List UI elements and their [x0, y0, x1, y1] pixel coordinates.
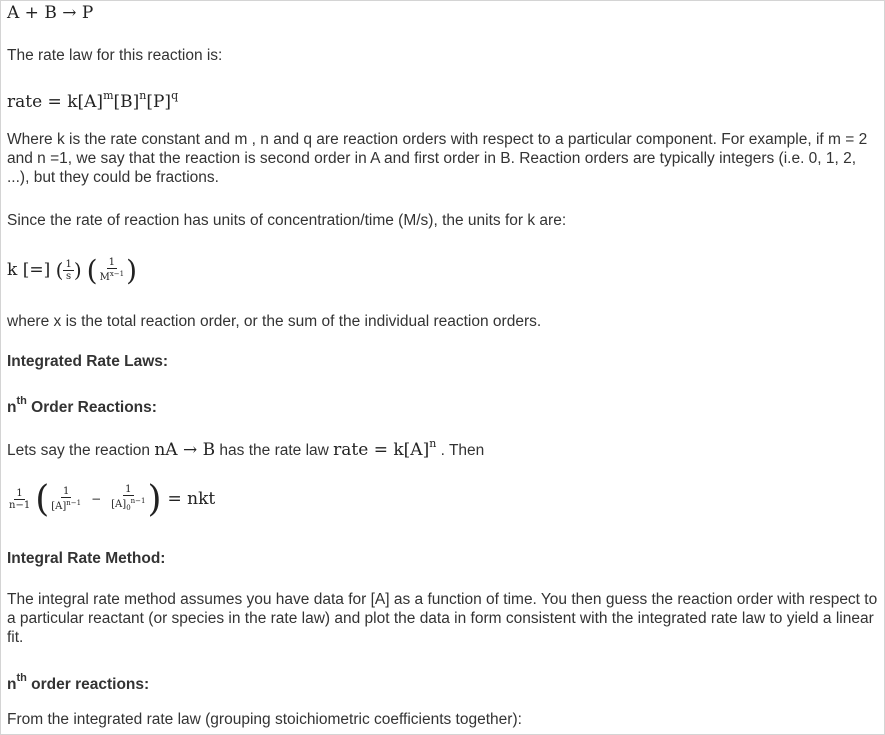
rate-law-lhs: rate = k[A] — [7, 92, 104, 112]
order-n: n — [139, 89, 147, 102]
total-order-note: where x is the total reaction order, or the sum of the individual reaction orders. — [7, 313, 542, 330]
method-paragraph: The integral rate method assumes you have data for [A] as a function of time. You then guess the reaction order with respect to a particular reactant (or species in the rate law) and plot the data in form consistent with the integrated rate law to yield a linear fit. — [7, 591, 878, 646]
heading-integral-rate-method: Integral Rate Method: — [7, 550, 166, 567]
rate-law-intro: The rate law for this reaction is: — [7, 47, 223, 64]
heading-nth-order-reactions: $n^{th}$ Order Reactions: — [7, 395, 157, 416]
order-prefactor-fraction: $\frac{1}{n-1}$ — [9, 487, 31, 511]
k-units-equation: k [=] ( $\frac{1}{s}$ ) ( $\frac{1}{M^{x-1}}$ ) — [7, 253, 138, 287]
rate-law-inline: rate = k[A] — [333, 440, 430, 460]
reaction-inline: nA → B — [154, 440, 216, 460]
heading-nth-order-lower: $n^{th}$ order reactions: — [7, 672, 150, 693]
integrated-rhs: = nkt — [167, 488, 216, 509]
explanation-paragraph: Where k is the rate constant and m , n and q are reaction orders with respect to a particular component. For example, if m = 2 and n =1, we say that the reaction is second order in A and first order in B. Reaction orders are typically integers (i.e. 0, 1, 2, ...), but they could be fractions. — [7, 131, 868, 186]
inverse-molarity-fraction: $\frac{1}{M^{x-1}}$ — [99, 257, 125, 283]
order-m: m — [103, 89, 114, 102]
inverse-seconds-fraction: $\frac{1}{s}$ — [65, 258, 72, 282]
rate-law-p: [P] — [146, 92, 172, 112]
reaction-equation: A + B → P — [7, 3, 94, 23]
rate-law-equation — [7, 86, 879, 112]
rate-law-b: [B] — [113, 92, 140, 112]
units-intro: Since the rate of reaction has units of concentration/time (M/s), the units for k are: — [7, 212, 567, 229]
initial-concentration-term: $\frac{1}{[A]_0^{n-1}}$ — [111, 484, 146, 512]
heading-integrated-rate-laws: Integrated Rate Laws: — [7, 353, 169, 370]
order-q: q — [171, 89, 179, 102]
from-integrated-sentence: From the integrated rate law (grouping stoichiometric coefficients together): — [7, 711, 522, 728]
lets-say-sentence: Lets say the reaction nA → B has the rate law rate = $k[A]^n$ . Then — [7, 437, 485, 460]
k-units-lhs: k [=] — [7, 259, 56, 280]
integrated-rate-equation: $\frac{1}{n-1}$ ( $\frac{1}{[A]^{n-1}}$ − $\frac{1}{[A]_0^{n-1}}$ ) = nkt — [9, 478, 216, 520]
concentration-term: $\frac{1}{[A]^{n-1}}$ — [51, 486, 82, 512]
